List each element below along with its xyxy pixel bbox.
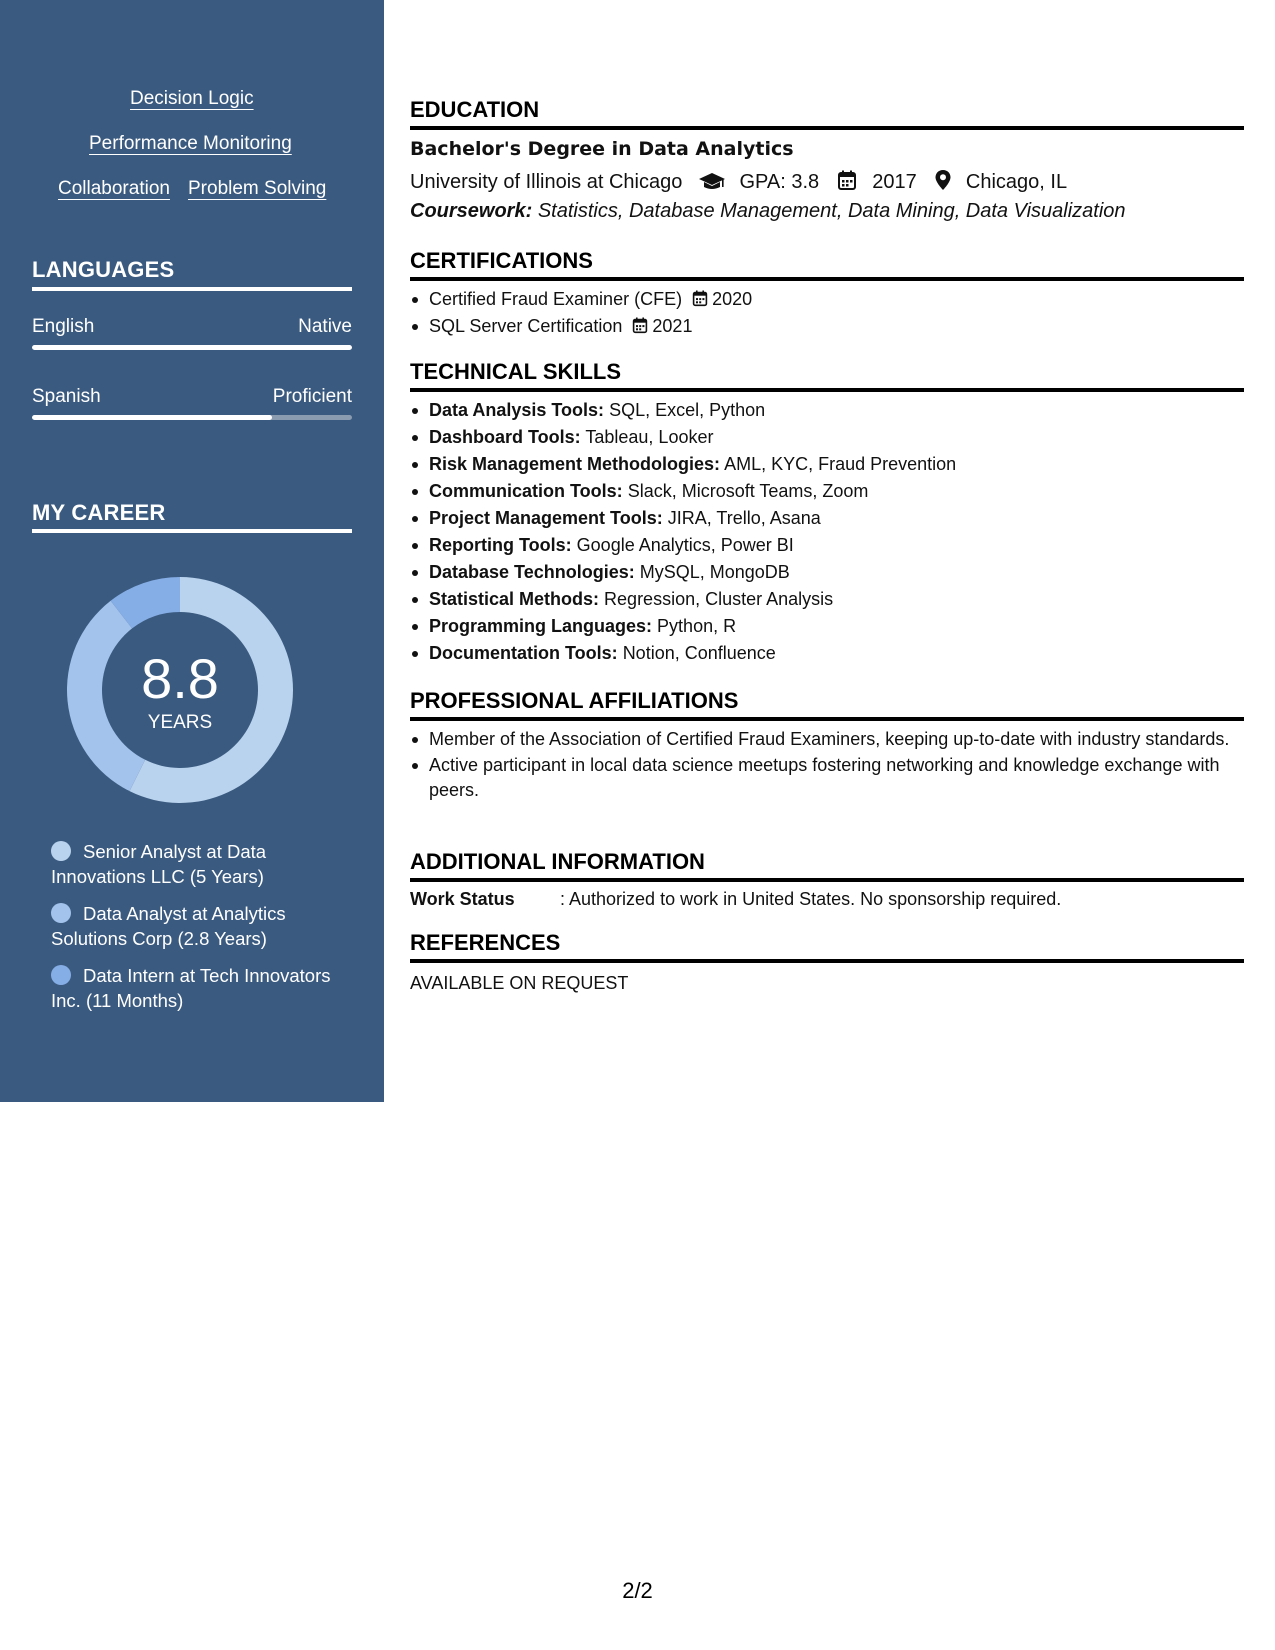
education-details [410,169,1067,194]
sidebar [0,0,384,1102]
certification-name: SQL Server Certification [429,316,623,336]
skill-value: JIRA, Trello, Asana [667,508,821,528]
language-bar-fill [32,415,272,420]
certifications-list [410,286,1244,340]
languages-heading: LANGUAGES [32,257,175,282]
skill-value: MySQL, MongoDB [639,562,790,582]
skill-label: Data Analysis Tools: [429,400,605,420]
skill-label: Database Technologies: [429,562,635,582]
technical-skills-heading: TECHNICAL SKILLS [410,359,622,384]
references-heading: REFERENCES [410,930,561,955]
work-status-value: : Authorized to work in United States. No sponsorship required. [560,889,1062,909]
calendar-icon [837,170,857,191]
language-bar [32,415,352,420]
additional-info-rule [410,878,1244,882]
affiliation-item: Active participant in local data science meetups fostering networking and knowledge exchange with peers. [410,753,1244,803]
career-item [51,839,341,889]
skill-item [410,586,1244,613]
skill-value: Google Analytics, Power BI [576,535,794,555]
certification-year: 2020 [712,289,753,309]
career-item-label: Senior Analyst at Data Innovations LLC (5 Years) [51,841,267,887]
skill-value: Python, R [657,616,737,636]
language-bar-fill [32,345,352,350]
language-level: Native [298,316,352,337]
career-total-unit: YEARS [147,712,213,733]
skill-tag: Decision Logic [130,88,254,109]
skill-item [410,451,1244,478]
skill-item [410,424,1244,451]
technical-skills-list [410,397,1244,667]
career-rule [32,529,352,533]
career-item [51,963,341,1013]
certifications-rule [410,277,1244,281]
calendar-icon [632,317,648,334]
language-name: English [32,316,95,337]
skill-value: Regression, Cluster Analysis [604,589,834,609]
certification-name: Certified Fraud Examiner (CFE) [429,289,683,309]
career-heading: MY CAREER [32,500,166,525]
additional-info-heading: ADDITIONAL INFORMATION [410,849,705,874]
skill-item [410,640,1244,667]
affiliations-heading: PROFESSIONAL AFFILIATIONS [410,688,739,713]
language-bar [32,345,352,350]
page-number: 2/2 [622,1578,653,1603]
skill-tag: Collaboration [58,178,170,199]
work-status-line [410,889,1061,910]
skill-value: Notion, Confluence [622,643,776,663]
career-legend-dot [51,965,71,985]
work-status-label: Work Status [410,889,515,909]
graduation-year: 2017 [872,171,917,193]
skill-tag: Problem Solving [188,178,327,199]
skill-label: Programming Languages: [429,616,653,636]
career-item [51,901,341,951]
coursework-text: Statistics, Database Management, Data Mining, Data Visualization [537,200,1126,222]
education-location: Chicago, IL [965,171,1068,193]
references-rule [410,959,1244,963]
skill-item [410,532,1244,559]
language-name: Spanish [32,386,101,407]
certification-year: 2021 [652,316,693,336]
location-pin-icon [934,169,952,191]
skill-item [410,505,1244,532]
coursework-label: Coursework: [410,200,533,222]
skill-label: Project Management Tools: [429,508,663,528]
skill-item [410,613,1244,640]
education-rule [410,126,1244,130]
career-item-label: Data Intern at Tech Innovators Inc. (11 Months) [51,965,331,1011]
affiliation-item: Member of the Association of Certified Fraud Examiners, keeping up-to-date with industry standards. [410,727,1244,752]
references-text: AVAILABLE ON REQUEST [410,973,629,993]
skill-item [410,478,1244,505]
skill-item [410,559,1244,586]
skill-value: SQL, Excel, Python [609,400,766,420]
career-total-value: 8.8 [141,647,219,710]
calendar-icon [692,290,708,307]
certifications-heading: CERTIFICATIONS [410,248,593,273]
skill-label: Reporting Tools: [429,535,572,555]
skill-tag: Performance Monitoring [89,133,292,154]
skill-value: Slack, Microsoft Teams, Zoom [627,481,869,501]
degree-title: Bachelor's Degree in Data Analytics [410,138,794,160]
coursework-line [410,200,1126,223]
school-name: University of Illinois at Chicago [410,171,683,193]
affiliations-rule [410,717,1244,721]
language-level: Proficient [272,386,352,407]
certification-item [410,313,1244,340]
skill-value: Tableau, Looker [585,427,714,447]
education-heading: EDUCATION [410,97,540,122]
affiliations-list [410,727,1244,804]
career-item-label: Data Analyst at Analytics Solutions Corp (2.8 Years) [51,903,286,949]
career-legend-dot [51,841,71,861]
languages-rule [32,287,352,291]
gpa: GPA: 3.8 [739,171,820,193]
skill-value: AML, KYC, Fraud Prevention [724,454,957,474]
skill-label: Communication Tools: [429,481,623,501]
certification-item [410,286,1244,313]
career-legend-dot [51,903,71,923]
skill-label: Statistical Methods: [429,589,600,609]
technical-skills-rule [410,388,1244,392]
graduation-cap-icon [698,171,726,191]
skill-label: Risk Management Methodologies: [429,454,721,474]
skill-item [410,397,1244,424]
skill-label: Documentation Tools: [429,643,618,663]
skill-label: Dashboard Tools: [429,427,581,447]
